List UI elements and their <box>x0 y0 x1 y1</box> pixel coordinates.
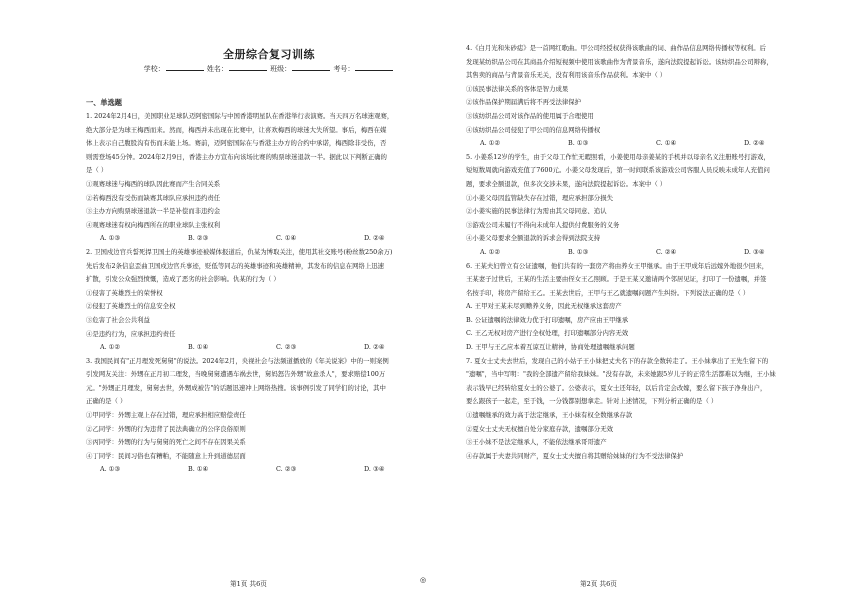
question-stem-line: 要么跟孩子一起走，至于钱，一分钱都别想拿走。针对上述情况，下列分析正确的是（ ） <box>466 397 718 406</box>
answer-option[interactable]: A. ①② <box>480 139 501 148</box>
question-item: ③主办方向购票球迷退款一半是补偿而非违约金 <box>86 207 221 216</box>
question-q1 <box>86 110 452 246</box>
question-stem-line: 元。"外甥正月理发，舅舅去世，外甥成被告"的话题迅速冲上网络热搜。该事例引发了同学们的讨论，其中 <box>86 383 386 392</box>
answer-option[interactable]: C. ①④ <box>656 139 677 148</box>
question-stem-line: 7. 夏女士丈夫去世后，发现自己的小姑子王小妹把丈夫名下的存款全数转走了。王小妹拿出了王先生留下的 <box>466 356 769 365</box>
question-item: A. 王甲对王某未尽到赡养义务，因此无权继承这套房产 <box>466 302 622 311</box>
page-title: 全册综合复习训练 <box>223 48 315 61</box>
question-item: ③游戏公司未履行不得向未成年人提供付费服务的义务 <box>466 220 620 229</box>
question-item: ③丙同学：外甥的行为与舅舅的死亡之间不存在因果关系 <box>86 438 246 447</box>
field-class-blank[interactable] <box>292 64 330 71</box>
question-stem-line: 是（ ） <box>86 166 108 175</box>
question-stem-line: 体上表示自己腹股沟有伤而未能上场。赛前，迈阿密国际在与香港主办方的合约中承诺，梅西除非受伤，否 <box>86 139 387 148</box>
question-stem-line: 1. 2024年2月4日，美国职业足球队迈阿密国际与中国香港明星队在香港举行表演赛。当天四万名球迷观赛， <box>86 112 394 120</box>
field-school-label: 学校： <box>143 65 165 73</box>
question-item: ③该纺织品公司对该作品的使用属于合理使用 <box>466 111 594 120</box>
answer-option[interactable]: A. ①③ <box>100 234 121 243</box>
question-item: ①侵害了英雄烈士的荣誉权 <box>86 288 163 297</box>
question-stem-line: 其售卖的商品与背景音乐无关，没有利用该音乐作品获利。本案中（ ） <box>466 71 667 80</box>
question-stem-line: 名按手印，将房产留给王乙。王某去世后，王甲与王乙就遗嘱问题产生纠纷。下列说法正确的是（ ） <box>466 288 750 297</box>
field-name-label: 姓名： <box>206 65 228 73</box>
answer-option[interactable]: D. ③④ <box>744 247 765 256</box>
question-q7 <box>466 355 832 464</box>
question-item: ②乙同学：外甥的行为违背了民法典确立的公序良俗原则 <box>86 424 246 433</box>
question-stem-line: 5. 小姜系12岁的学生，由于父母工作忙无暇照看，小姜使用母亲姜某的手机并以母亲名义注册账号打游戏， <box>466 152 770 161</box>
field-class-label: 班级： <box>270 65 292 73</box>
question-item: ②若梅西没有受伤而缺赛其球队应承担违约责任 <box>86 193 221 202</box>
question-item: ①遗嘱继承的效力高于法定继承，王小妹有权全数继承存款 <box>466 411 633 420</box>
question-item: B. 公证遗嘱的法律效力优于打印遗嘱，房产应由王甲继承 <box>466 315 629 324</box>
question-item: ①甲同学：外甥主观上存在过错，理应承担相应赔偿责任 <box>86 411 246 420</box>
question-q2 <box>86 246 452 355</box>
right-column <box>466 42 832 463</box>
section-heading: 一、单选题 <box>86 98 122 107</box>
answer-options <box>86 232 452 246</box>
question-stem-line: 引发网友关注：外甥在正月初二理发，当晚舅舅遭遇车祸去世，舅妈怒告外甥"故意杀人"，要求赔偿100万 <box>86 370 386 379</box>
question-item: C. 王乙无权对房产进行全权处理，打印遗嘱部分内容无效 <box>466 329 629 338</box>
question-stem-line: 短短数周就向游戏充值了7600元。小姜父母发现后，第一时间联系该游戏公司客服人员反映未成年人充值问 <box>466 166 770 175</box>
answer-option[interactable]: D. ③④ <box>364 465 385 474</box>
answer-option[interactable]: D. ②④ <box>364 234 385 243</box>
answer-options <box>86 463 452 477</box>
question-stem-line: 绝大部分是为球王梅西而来。然而，梅西并未出现在比赛中，让喜欢梅西的球迷大失所望。事后，梅西在媒 <box>86 125 387 134</box>
question-stem-line: 扩散，引发公众强烈愤慨，造成了恶劣的社会影响。仇某的行为（ ） <box>86 275 280 284</box>
center-mark-icon: ◎ <box>420 576 427 584</box>
page-number-left: 第1页 共6页 <box>230 580 267 588</box>
answer-option[interactable]: C. ②③ <box>276 465 297 474</box>
answer-options <box>466 137 832 151</box>
question-item: ②夏女士丈夫无权擅自处分家庭存款，遗嘱部分无效 <box>466 424 613 433</box>
answer-option[interactable]: C. ②④ <box>656 247 677 256</box>
question-stem-line: 6. 王某夫妇曾立有公证遗嘱，他们共有的一套房产将由养女王甲继承。由于王甲成年后远嫁外地很少回来， <box>466 261 769 270</box>
question-q3 <box>86 355 452 477</box>
answer-options <box>86 341 452 355</box>
answer-option[interactable]: B. ①④ <box>188 343 209 352</box>
answer-option[interactable]: B. ①③ <box>568 139 589 148</box>
answer-options <box>466 246 832 260</box>
question-item: ①该民事法律关系的客体是智力成果 <box>466 84 569 93</box>
field-examno-label: 考号： <box>333 65 355 73</box>
question-stem-line: 王某妻子过世后，王某的生活主要由侄女王乙照顾。于是王某又邀请两个邻居见证，打印了一份遗嘱，并签 <box>466 275 767 284</box>
question-q4 <box>466 42 832 151</box>
question-item: D. 王甲与王乙应本着互谅互让精神，协商处理遗嘱继承问题 <box>466 343 635 352</box>
student-info-line <box>86 64 452 74</box>
answer-option[interactable]: D. ②④ <box>744 139 765 148</box>
left-column <box>86 110 452 477</box>
answer-option[interactable]: A. ①③ <box>100 465 121 474</box>
question-item: ④观赛球迷有权向梅西所在的职业球队主张权利 <box>86 220 221 229</box>
field-examno-blank[interactable] <box>355 64 393 71</box>
question-item: ④是违约行为，应承担违约责任 <box>86 329 176 338</box>
question-item: ①小姜父母因监管缺失存在过错，理应承担部分损失 <box>466 193 613 202</box>
answer-option[interactable]: A. ①② <box>480 247 501 256</box>
question-item: ④丁同学：民间习俗也有糟粕，不能随意上升到道德层面 <box>86 451 246 460</box>
answer-option[interactable]: B. ②③ <box>188 234 209 243</box>
question-stem-line: "遗嘱"，当中写明："我的全部遗产留给我妹妹。"没有存款，未来她跟5岁儿子的正常生活都难以为继，王小妹 <box>466 370 776 379</box>
question-item: ④该纺织品公司侵犯了甲公司的信息网络传播权 <box>466 125 601 134</box>
question-item: ③王小妹不是法定继承人，不能依法继承哥哥遗产 <box>466 438 607 447</box>
question-item: ④小姜父母要求全额退款的诉求会得到法院支持 <box>466 234 601 243</box>
question-item: ②侵犯了英雄烈士的信息安全权 <box>86 302 176 311</box>
answer-option[interactable]: B. ①③ <box>568 247 589 256</box>
question-stem-line: 发现某纺织品公司在其商品介绍短视频中使用该歌曲作为背景音乐，遂向法院提起诉讼。该纺织品公司辩称， <box>466 57 773 66</box>
question-item: ②小姜实施的民事法律行为需由其父母同意、追认 <box>466 207 607 216</box>
answer-option[interactable]: D. ②④ <box>364 343 385 352</box>
question-stem-line: 2. 卫国戍边官兵誓死捍卫国土的英雄事迹被媒体报道后，仇某为博取关注，使用其社交账号(粉丝数250余万) <box>86 247 393 256</box>
answer-option[interactable]: C. ①④ <box>276 234 297 243</box>
question-stem-line: 题，要求全额退款，但多次交涉未果，遂向法院提起诉讼。本案中（ ） <box>466 179 667 188</box>
answer-option[interactable]: C. ②③ <box>276 343 297 352</box>
answer-option[interactable]: B. ①④ <box>188 465 209 474</box>
question-item: ②该作品保护期届满后将不再受法律保护 <box>466 98 582 107</box>
question-q6 <box>466 260 832 355</box>
page-number-right: 第2页 共6页 <box>580 580 617 588</box>
question-stem-line: 正确的是（ ） <box>86 397 127 406</box>
question-stem-line: 则需登场45分钟。2024年2月9日，香港主办方宣布向该场比赛的购票球迷退款一半。据此以下判断正确的 <box>86 152 387 161</box>
question-item: ③危害了社会公共利益 <box>86 315 150 324</box>
field-name-blank[interactable] <box>229 64 267 71</box>
question-item: ④存款属于夫妻共同财产，夏女士丈夫擅自将其赠给妹妹的行为不受法律保护 <box>466 451 684 460</box>
question-stem-line: 表示钱早已经转给夏女士的公婆了。公婆表示，夏女士还年轻，以后肯定会改嫁，要么留下孩子净身出户， <box>466 383 767 392</box>
field-school-blank[interactable] <box>166 64 204 71</box>
question-stem-line: 3. 我国民间有"正月理发死舅舅"的说法。2024年2月，央视社会与法频道播放的《年关说案》中的一则案例 <box>86 356 389 365</box>
question-stem-line: 4.《白月光和朱砂痣》是一首网红歌曲。甲公司经授权获得该歌曲的词、曲作品信息网络传播权等权利。后 <box>466 44 767 52</box>
question-item: ①观赛球迷与梅西的球队因此赛而产生合同关系 <box>86 179 221 188</box>
question-q5 <box>466 151 832 260</box>
answer-option[interactable]: A. ①② <box>100 343 121 352</box>
question-stem-line: 先后发布2条信息歪曲卫国戍边官兵事迹，贬低等同志的英雄事迹和英雄精神，其发布的信息在网络上迅速 <box>86 261 385 270</box>
